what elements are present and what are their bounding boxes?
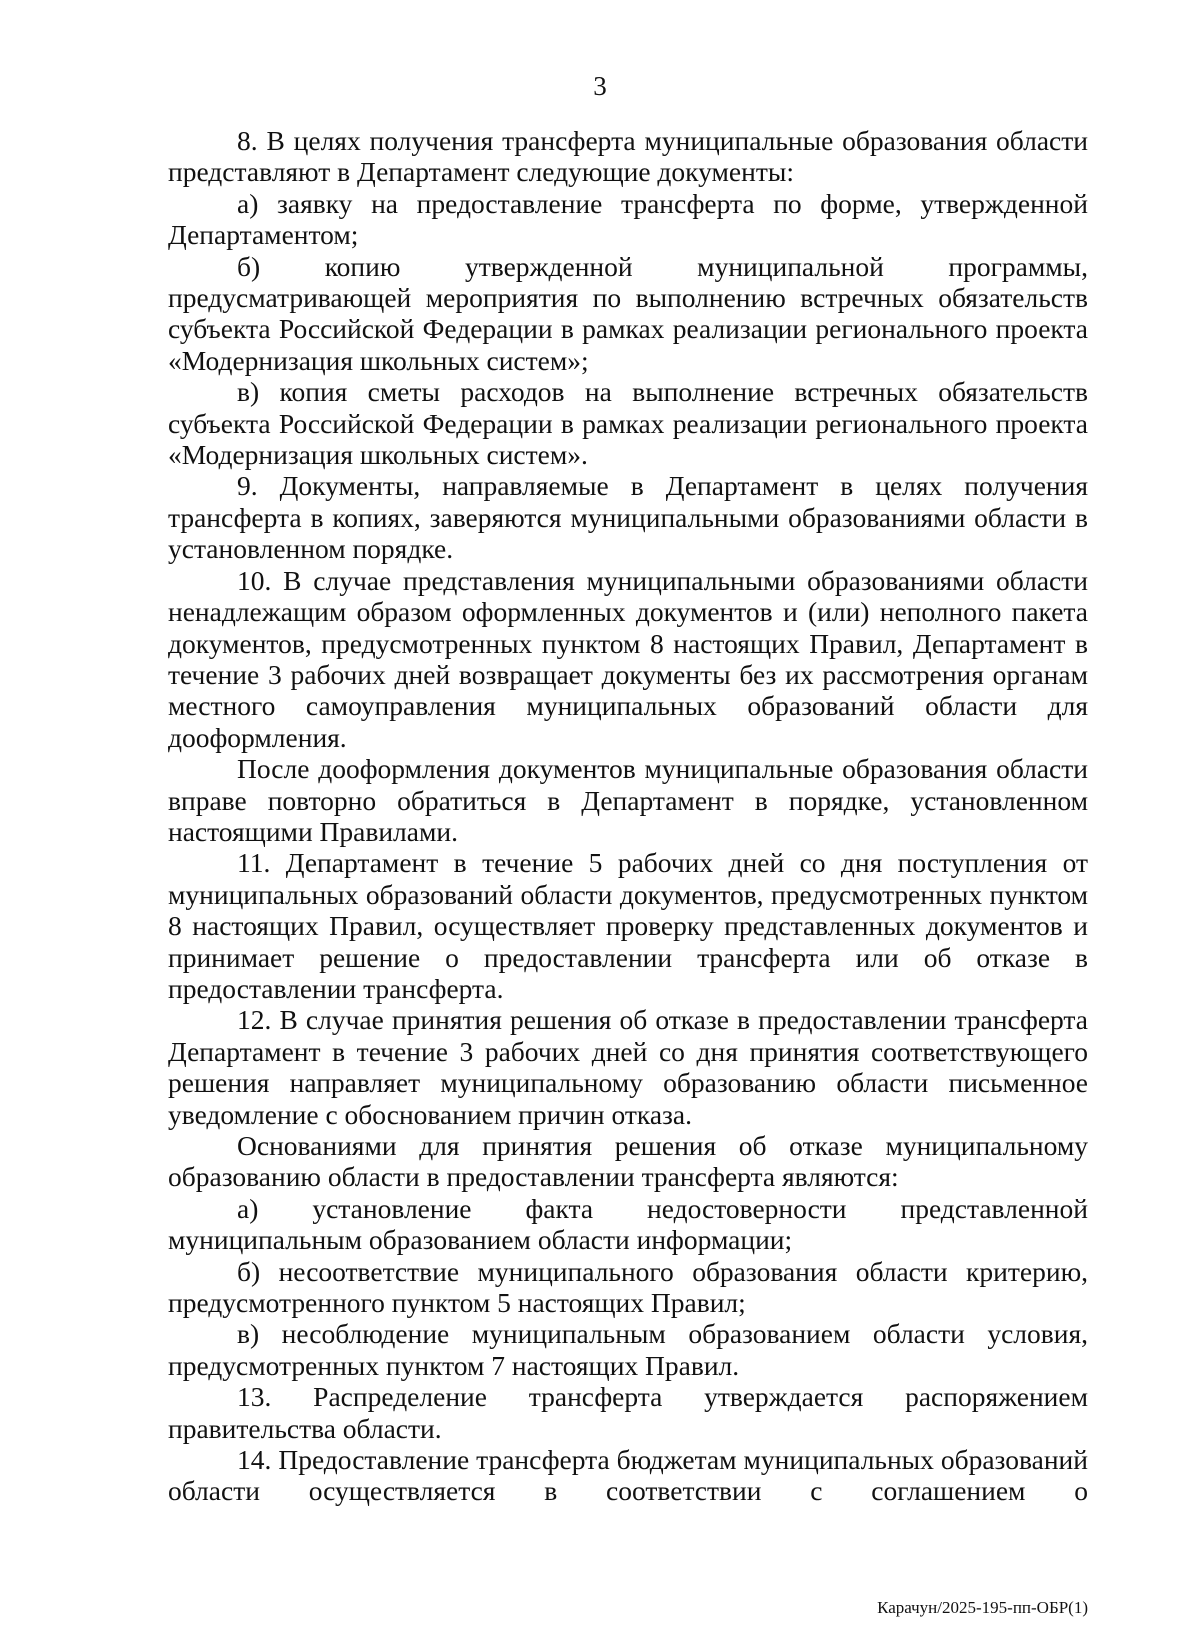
paragraph-8v: в) копия сметы расходов на выполнение встречных обязательств субъекта Российской Федерации в рамках реализации регионального проекта «Модернизация школьных систем». (168, 376, 1088, 471)
paragraph-14: 14. Предоставление трансферта бюджетам муниципальных образований области осуществляется в соответствии с соглашением о (168, 1444, 1088, 1507)
document-body (168, 125, 1088, 1507)
document-code: Карачун/2025-195-пп-ОБР(1) (877, 1598, 1088, 1617)
page-number: 3 (593, 71, 607, 101)
paragraph-12b: б) несоответствие муниципального образования области критерию, предусмотренного пунктом 5 настоящих Правил; (168, 1255, 1088, 1319)
paragraph-12v: в) несоблюдение муниципальным образованием области условия, предусмотренных пунктом 7 настоящих Правил. (168, 1318, 1088, 1381)
paragraph-13: 13. Распределение трансферта утверждается распоряжением правительства области. (168, 1381, 1088, 1444)
paragraph-12a: а) установление факта недостоверности представленной муниципальным образованием области информации; (168, 1192, 1088, 1256)
paragraph-11: 11. Департамент в течение 5 рабочих дней со дня поступления от муниципальных образований области документов, предусмотренных пунктом 8 настоящих Правил, осуществляет проверку представленных документов и принимает решение о предоставлении трансферта или об отказе в предоставлении трансферта. (168, 847, 1088, 1004)
paragraph-8b: б) копию утвержденной муниципальной программы, предусматривающей мероприятия по выполнению встречных обязательств субъекта Российской Федерации в рамках реализации регионального проекта «Модернизация школьных систем»; (168, 250, 1088, 376)
paragraph-8a: а) заявку на предоставление трансферта по форме, утвержденной Департаментом; (168, 187, 1088, 251)
paragraph-12: 12. В случае принятия решения об отказе в предоставлении трансферта Департамент в течение 3 рабочих дней со дня принятия соответствующего решения направляет муниципальному образованию области письменное уведомление с обоснованием причин отказа. (168, 1004, 1088, 1130)
paragraph-12-grounds: Основаниями для принятия решения об отказе муниципальному образованию области в предоставлении трансферта являются: (168, 1130, 1088, 1193)
paragraph-10-continued: После дооформления документов муниципальные образования области вправе повторно обратиться в Департамент в порядке, установленном настоящими Правилами. (168, 753, 1088, 847)
paragraph-8: 8. В целях получения трансферта муниципальные образования области представляют в Департамент следующие документы: (168, 125, 1088, 188)
paragraph-10: 10. В случае представления муниципальными образованиями области ненадлежащим образом оформленных документов и (или) неполного пакета документов, предусмотренных пунктом 8 настоящих Правил, Департамент в течение 3 рабочих дней возвращает документы без их рассмотрения органам местного самоуправления муниципальных образований области для дооформления. (168, 564, 1088, 753)
paragraph-9: 9. Документы, направляемые в Департамент в целях получения трансферта в копиях, заверяются муниципальными образованиями области в установленном порядке. (168, 470, 1088, 565)
